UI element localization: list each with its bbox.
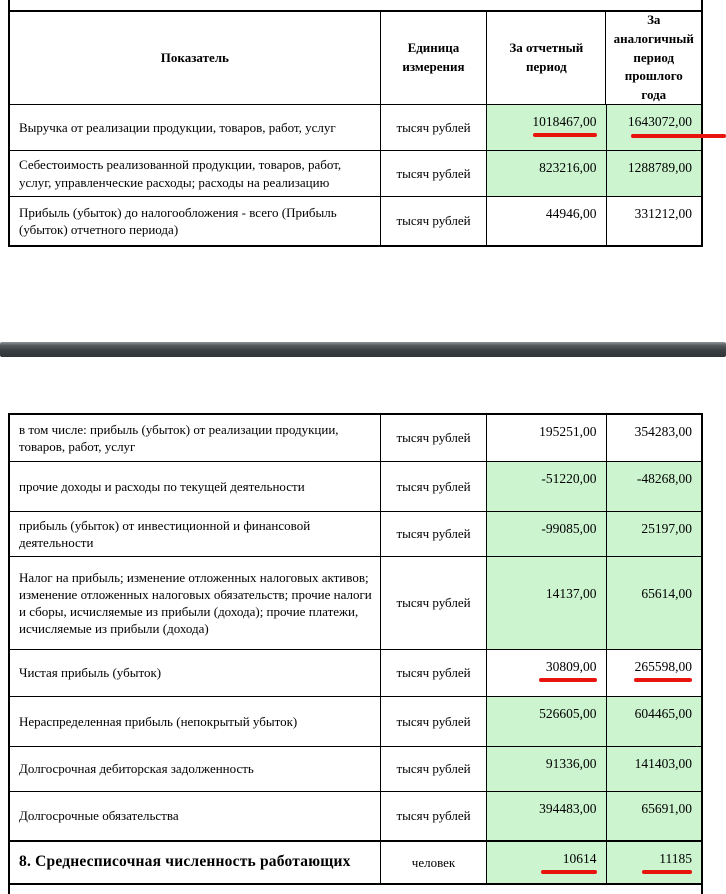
previous-period-cell: [607, 557, 701, 649]
unit-cell: тысяч рублей: [381, 197, 487, 245]
value: -48268,00: [636, 471, 692, 486]
financial-table-bottom: [8, 413, 703, 894]
previous-period-cell: [607, 462, 701, 511]
row-net-profit: [10, 650, 701, 697]
value: 10614: [562, 851, 597, 866]
value: 195251,00: [539, 424, 597, 439]
unit-cell: тысяч рублей: [381, 650, 487, 696]
unit-cell: тысяч рублей: [381, 105, 487, 150]
value: 1643072,00: [627, 114, 692, 129]
row-profit-from-sales: [10, 415, 701, 462]
value: 354283,00: [634, 424, 692, 439]
value: 65614,00: [641, 586, 692, 601]
previous-period-cell: [607, 792, 701, 840]
current-period-cell: [487, 151, 606, 196]
indicator-cell: Нераспределенная прибыль (непокрытый убыток): [10, 697, 381, 746]
value: 1288789,00: [627, 160, 692, 175]
current-period-cell: [487, 557, 606, 649]
current-period-cell: [487, 650, 606, 696]
unit-cell: тысяч рублей: [381, 557, 487, 649]
unit-cell: тысяч рублей: [381, 462, 487, 511]
unit-cell: тысяч рублей: [381, 415, 487, 461]
header-current-period: За отчетный период: [487, 12, 606, 104]
previous-period-cell: [607, 105, 701, 150]
indicator-cell: Налог на прибыль; изменение отложенных налоговых активов; изменение отложенных налоговых обязательств; прочие налоги и сборы, исчисляемые из прибыли (дохода); прочие платежи, исчисляемые из прибыли (дохода): [10, 557, 381, 649]
indicator-cell: в том числе: прибыль (убыток) от реализации продукции, товаров, работ, услуг: [10, 415, 381, 461]
value: 141403,00: [634, 756, 692, 771]
previous-period-cell: [607, 415, 701, 461]
row-income-tax: [10, 557, 701, 650]
red-underline-annotation: [642, 870, 692, 874]
current-period-cell: [487, 462, 606, 511]
row-cost-of-sales: [10, 151, 701, 197]
value: 91336,00: [545, 756, 597, 771]
row-retained-earnings: [10, 697, 701, 747]
value: -99085,00: [541, 521, 597, 536]
previous-period-cell: [607, 697, 701, 746]
header-previous-period: За аналогичный период прошлого года: [613, 12, 694, 103]
value: 11185: [659, 851, 692, 866]
page-separator-bar: [0, 342, 726, 357]
header-indicator: Показатель: [10, 12, 381, 104]
value: -51220,00: [541, 471, 597, 486]
value: 1018467,00: [532, 114, 597, 129]
value: 265598,00: [634, 659, 692, 674]
current-period-cell: [487, 415, 606, 461]
previous-period-cell: [607, 512, 701, 556]
indicator-cell: прибыль (убыток) от инвестиционной и финансовой деятельности: [10, 512, 381, 556]
current-period-cell: [487, 512, 606, 556]
header-unit: Единица измерения: [381, 12, 487, 104]
value: 30809,00: [545, 659, 597, 674]
row-investment-financial-profit: [10, 512, 701, 557]
current-period-cell: [487, 842, 606, 883]
value: 394483,00: [539, 801, 597, 816]
indicator-cell: Долгосрочная дебиторская задолженность: [10, 747, 381, 791]
indicator-cell: Прибыль (убыток) до налогообложения - всего (Прибыль (убыток) отчетного периода): [10, 197, 381, 245]
unit-cell: тысяч рублей: [381, 792, 487, 840]
current-period-cell: [487, 105, 606, 150]
previous-period-cell: [607, 197, 701, 245]
value: 823216,00: [539, 160, 597, 175]
row-profit-before-tax: [10, 197, 701, 247]
unit-cell: человек: [381, 842, 487, 883]
previous-period-cell: [607, 650, 701, 696]
current-period-cell: [487, 697, 606, 746]
red-underline-annotation: [539, 678, 597, 682]
unit-cell: тысяч рублей: [381, 151, 487, 196]
table-header-row: [10, 12, 701, 105]
row-revenue: [10, 105, 701, 151]
red-underline-annotation: [541, 870, 597, 874]
previous-period-cell: [607, 151, 701, 196]
current-period-cell: [487, 197, 606, 245]
value: 604465,00: [634, 706, 692, 721]
previous-period-cell: [607, 747, 701, 791]
previous-period-cell: [607, 842, 701, 883]
unit-cell: тысяч рублей: [381, 747, 487, 791]
indicator-cell: прочие доходы и расходы по текущей деятельности: [10, 462, 381, 511]
unit-cell: тысяч рублей: [381, 512, 487, 556]
indicator-cell: Долгосрочные обязательства: [10, 792, 381, 840]
red-underline-annotation: [634, 678, 692, 682]
row-other-income-expenses: [10, 462, 701, 512]
value: 331212,00: [634, 206, 692, 221]
row-average-headcount: [10, 842, 701, 885]
financial-table-top: [8, 0, 703, 247]
red-underline-annotation: [631, 134, 726, 138]
value: 25197,00: [641, 521, 692, 536]
page-edge-row-fragment-bottom: [10, 885, 701, 894]
value: 14137,00: [545, 586, 597, 601]
value: 526605,00: [539, 706, 597, 721]
page-edge-row-fragment-top: [10, 0, 701, 12]
row-long-term-liabilities: [10, 792, 701, 842]
indicator-cell: Себестоимость реализованной продукции, товаров, работ, услуг, управленческие расходы; расходы на реализацию: [10, 151, 381, 196]
value: 44946,00: [545, 206, 597, 221]
value: 65691,00: [641, 801, 692, 816]
current-period-cell: [487, 747, 606, 791]
current-period-cell: [487, 792, 606, 840]
indicator-cell: Чистая прибыль (убыток): [10, 650, 381, 696]
row-long-term-receivables: [10, 747, 701, 792]
indicator-cell: Выручка от реализации продукции, товаров, работ, услуг: [10, 105, 381, 150]
red-underline-annotation: [533, 133, 597, 137]
unit-cell: тысяч рублей: [381, 697, 487, 746]
indicator-cell: 8. Среднесписочная численность работающих: [10, 842, 381, 883]
